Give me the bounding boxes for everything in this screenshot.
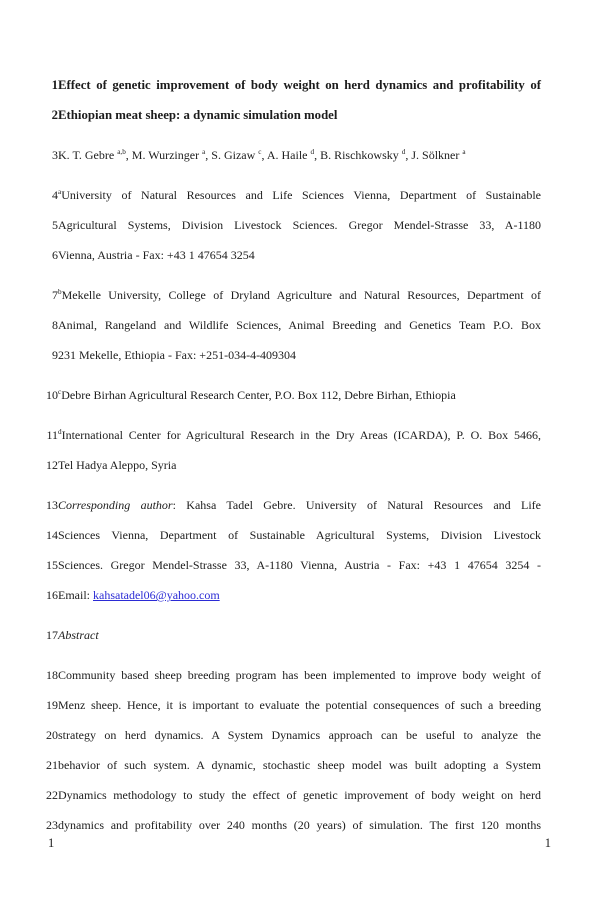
document-line: [44, 210, 541, 240]
line-text: [58, 340, 541, 370]
text-segment: , B. Rischkowsky: [314, 148, 402, 162]
document-line: [44, 620, 541, 650]
line-number: 20: [46, 728, 58, 742]
affiliation-superscript: a,b: [117, 148, 126, 156]
text-segment: Debre Birhan Agricultural Research Center, P.O. Box 112, Debre Birhan, Ethiopia: [61, 388, 456, 402]
line-number: 14: [46, 528, 58, 542]
line-text: [58, 550, 541, 580]
text-segment: University of Natural Resources and Life Sciences Vienna, Department of Sustainable: [61, 188, 541, 202]
document-line: [44, 490, 541, 520]
line-number: 1: [51, 78, 58, 92]
text-segment: Animal, Rangeland and Wildlife Sciences, Animal Breeding and Genetics Team P.O. Box: [58, 318, 541, 332]
footer-page-number-left: 1: [48, 836, 55, 850]
line-number: 22: [46, 788, 58, 802]
line-text: [58, 420, 541, 450]
text-segment: 231 Mekelle, Ethiopia - Fax: +251-034-4-409304: [58, 348, 297, 362]
text-segment: Agricultural Systems, Division Livestock Sciences. Gregor Mendel-Strasse 33, A-1180: [58, 218, 541, 232]
line-number: 17: [46, 628, 58, 642]
line-number: 21: [46, 758, 58, 772]
document-line: [44, 70, 541, 100]
line-number: 11: [46, 428, 58, 442]
line-text: [58, 380, 541, 410]
line-number: 9: [52, 348, 58, 362]
line-text: [58, 780, 541, 810]
text-segment: , S. Gizaw: [205, 148, 259, 162]
text-segment: Effect of genetic improvement of body weight on herd dynamics and profitability of: [58, 78, 541, 92]
line-text: [58, 180, 541, 210]
line-number: 5: [52, 218, 58, 232]
line-number: 15: [46, 558, 58, 572]
line-text: [58, 100, 541, 130]
document-line: [44, 340, 541, 370]
document-line: [44, 720, 541, 750]
text-segment: , M. Wurzinger: [125, 148, 203, 162]
text-segment: behavior of such system. A dynamic, stochastic sheep model was built adopting a System: [58, 758, 541, 772]
text-segment: Sciences. Gregor Mendel-Strasse 33, A-1180 Vienna, Austria - Fax: +43 1 47654 3254 -: [58, 558, 541, 572]
text-segment: International Center for Agricultural Research in the Dry Areas (ICARDA), P. O. Box 5466,: [61, 428, 541, 442]
line-number: 8: [52, 318, 58, 332]
text-segment: Ethiopian meat sheep: a dynamic simulation model: [58, 108, 338, 122]
text-segment: Dynamics methodology to study the effect of genetic improvement of body weight on herd: [58, 788, 541, 802]
text-segment: Corresponding author: [58, 498, 173, 512]
text-segment: K. T. Gebre: [58, 148, 118, 162]
page-lines: [44, 70, 541, 840]
line-text: [58, 240, 541, 270]
line-text: [58, 580, 541, 610]
email-link[interactable]: kahsatadel06@yahoo.com: [93, 588, 220, 602]
affiliation-superscript: d: [401, 148, 406, 156]
line-number: 3: [52, 148, 58, 162]
line-number: 7: [52, 288, 58, 302]
line-number: 13: [46, 498, 58, 512]
line-number: 19: [46, 698, 58, 712]
line-number: 18: [46, 668, 58, 682]
text-segment: strategy on herd dynamics. A System Dynamics approach can be useful to analyze the: [58, 728, 541, 742]
line-number: 23: [46, 818, 58, 832]
affiliation-superscript: d: [310, 148, 315, 156]
document-line: [44, 420, 541, 450]
document-line: [44, 550, 541, 580]
document-line: [44, 100, 541, 130]
line-text: [58, 690, 541, 720]
text-segment: Email:: [58, 588, 93, 602]
document-line: [44, 240, 541, 270]
document-line: [44, 380, 541, 410]
line-text: [58, 210, 541, 240]
document-line: [44, 690, 541, 720]
affiliation-superscript: d: [58, 428, 62, 436]
text-segment: , J. Sölkner: [405, 148, 463, 162]
footer-page-number-right: 1: [544, 836, 551, 850]
text-segment: Tel Hadya Aleppo, Syria: [58, 458, 177, 472]
line-text: [58, 720, 541, 750]
line-number: 10: [46, 388, 58, 402]
text-segment: dynamics and profitability over 240 months (20 years) of simulation. The first 120 months: [58, 818, 541, 832]
line-text: [58, 490, 541, 520]
document-line: [44, 580, 541, 610]
document-line: [44, 520, 541, 550]
line-text: [58, 310, 541, 340]
page-footer: [48, 836, 551, 851]
line-text: [58, 520, 541, 550]
line-text: [58, 70, 541, 100]
line-text: [58, 660, 541, 690]
text-segment: Vienna, Austria - Fax: +43 1 47654 3254: [58, 248, 255, 262]
text-segment: Abstract: [58, 628, 99, 642]
text-segment: Community based sheep breeding program has been implemented to improve body weight of: [58, 668, 541, 682]
line-text: [58, 450, 541, 480]
line-text: [58, 620, 541, 650]
line-text: [58, 750, 541, 780]
affiliation-superscript: c: [258, 148, 262, 156]
text-segment: Menz sheep. Hence, it is important to evaluate the potential consequences of such a breeding: [58, 698, 541, 712]
document-line: [44, 310, 541, 340]
document-line: [44, 750, 541, 780]
line-number: 6: [52, 248, 58, 262]
document-line: [44, 780, 541, 810]
line-number: 12: [46, 458, 58, 472]
text-segment: Sciences Vienna, Department of Sustainable Agricultural Systems, Division Livestock: [58, 528, 541, 542]
document-line: [44, 660, 541, 690]
text-segment: , A. Haile: [261, 148, 311, 162]
document-line: [44, 450, 541, 480]
line-number: 16: [46, 588, 58, 602]
document-line: [44, 140, 541, 170]
document-line: [44, 280, 541, 310]
affiliation-superscript: a: [462, 148, 466, 156]
affiliation-superscript: a: [202, 148, 206, 156]
line-number: 2: [51, 108, 58, 122]
affiliation-superscript: a: [58, 188, 62, 196]
line-number: 4: [52, 188, 58, 202]
affiliation-superscript: c: [58, 388, 62, 396]
line-text: [58, 280, 541, 310]
line-text: [58, 140, 541, 170]
affiliation-superscript: b: [58, 288, 62, 296]
text-segment: Mekelle University, College of Dryland Agriculture and Natural Resources, Department of: [61, 288, 541, 302]
text-segment: : Kahsa Tadel Gebre. University of Natural Resources and Life: [172, 498, 541, 512]
document-line: [44, 180, 541, 210]
